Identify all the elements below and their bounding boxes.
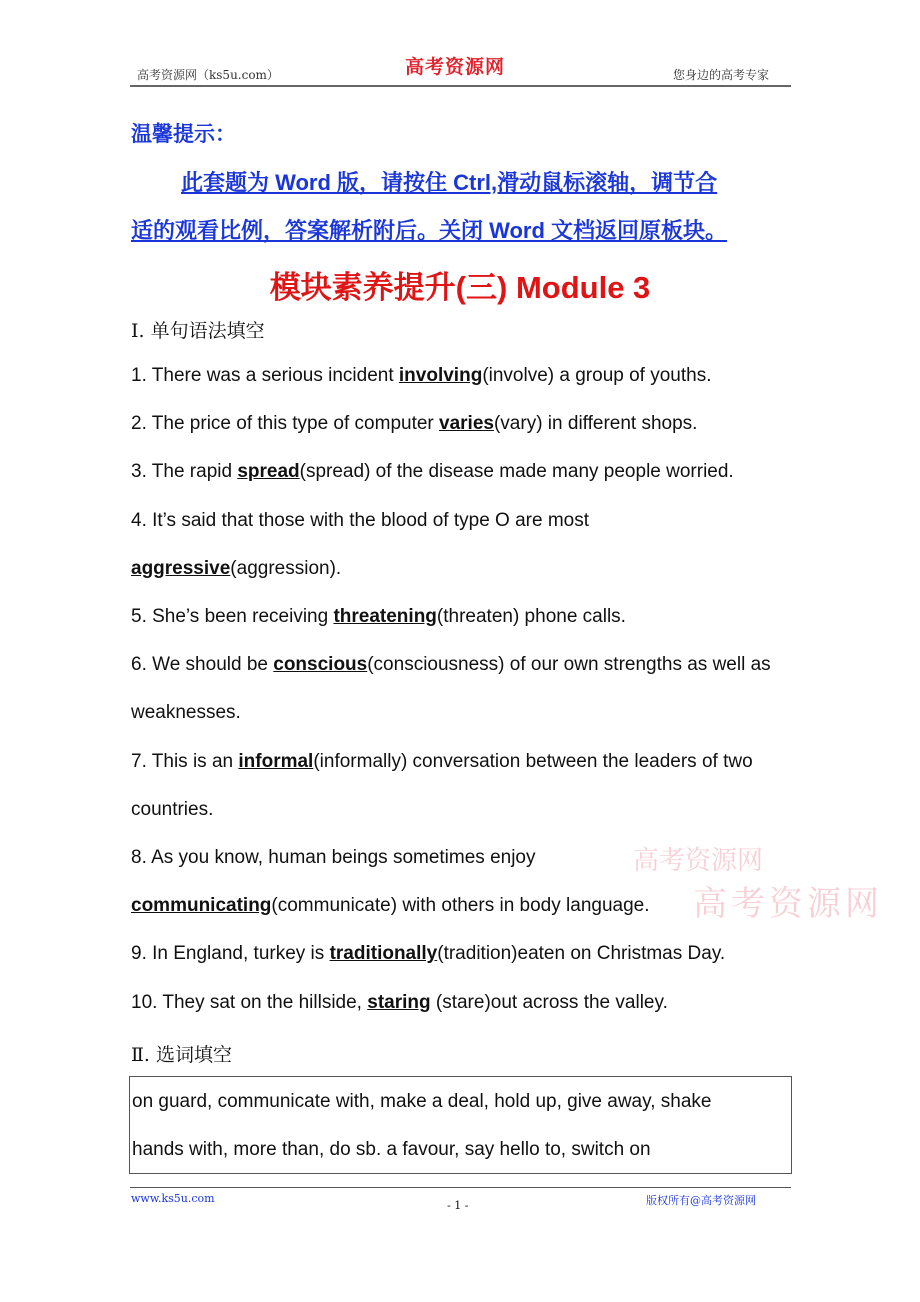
- answer: traditionally: [329, 943, 438, 965]
- line-text: 8. As you know, human beings sometimes enjoy: [131, 847, 536, 868]
- exercise-line: [131, 654, 771, 676]
- line-text: (threaten) phone calls.: [436, 606, 626, 627]
- header-right: 您身边的高考专家: [673, 68, 770, 82]
- exercise-line: [131, 413, 697, 435]
- section-heading-1: Ⅰ. 单句语法填空: [131, 320, 265, 342]
- exercise-line: [131, 461, 734, 483]
- line-text: 5. She’s been receiving: [131, 606, 334, 627]
- line-text: (involve) a group of youths.: [482, 365, 712, 386]
- exercise-line: [131, 992, 668, 1014]
- line-text: (vary) in different shops.: [493, 413, 698, 435]
- word-bank-line-1: on guard, communicate with, make a deal, hold up, give away, shake: [132, 1091, 712, 1112]
- line-text: (aggression).: [230, 557, 342, 579]
- answer: varies: [439, 413, 494, 435]
- exercise-line: [131, 702, 241, 724]
- line-text: countries.: [131, 798, 214, 820]
- watermark-2: 高考资源网: [693, 884, 883, 924]
- line-text: 10. They sat on the hillside,: [131, 991, 368, 1013]
- answer: informal: [238, 750, 314, 772]
- exercise-line: [131, 895, 650, 917]
- footer-right: 版权所有@高考资源网: [646, 1194, 756, 1207]
- answer: involving: [398, 365, 483, 386]
- line-text: (stare)out across the valley.: [430, 991, 668, 1013]
- watermark-1: 高考资源网: [633, 846, 764, 876]
- exercise-line: [131, 606, 626, 628]
- footer-rule: [130, 1187, 791, 1188]
- header-rule: [130, 85, 791, 87]
- answer: aggressive: [131, 557, 231, 579]
- exercise-line: [131, 751, 753, 773]
- tip-line-2: 适的观看比例，答案解析附后。关闭 Word 文档返回原板块。: [131, 218, 728, 243]
- line-text: (informally) conversation between the leaders of two: [313, 750, 753, 772]
- header-logo: 高考资源网: [405, 56, 506, 78]
- line-text: 2. The price of this type of computer: [131, 413, 440, 435]
- page-number: - 1 -: [447, 1199, 469, 1212]
- line-text: 7. This is an: [131, 750, 239, 772]
- line-text: 9. In England, turkey is: [131, 943, 330, 965]
- line-text: weaknesses.: [131, 702, 241, 724]
- line-text: (spread) of the disease made many people worried.: [299, 461, 734, 483]
- header-left: 高考资源网（ks5u.com）: [137, 68, 279, 82]
- exercise-line: [131, 510, 589, 532]
- line-text: (consciousness) of our own strengths as well as: [367, 654, 771, 676]
- exercise-line: [131, 799, 213, 821]
- line-text: 1. There was a serious incident: [131, 365, 399, 386]
- answer: threatening: [333, 606, 437, 627]
- exercise-line: [131, 943, 725, 965]
- section-heading-2: Ⅱ. 选词填空: [131, 1044, 232, 1066]
- exercise-line: [131, 847, 536, 869]
- line-text: 4. It’s said that those with the blood of type O are most: [131, 509, 590, 531]
- answer: staring: [367, 991, 431, 1013]
- tip-line-1: 此套题为 Word 版，请按住 Ctrl,滑动鼠标滚轴，调节合: [181, 170, 718, 195]
- page-title: 模块素养提升(三) Module 3: [269, 270, 651, 305]
- answer: conscious: [273, 654, 368, 676]
- tip-title: 温馨提示：: [131, 123, 236, 146]
- line-text: (tradition)eaten on Christmas Day.: [437, 943, 726, 965]
- answer: communicating: [131, 895, 272, 917]
- word-bank-box: [129, 1076, 792, 1174]
- exercise-line: [131, 558, 341, 580]
- exercise-line: [131, 365, 712, 387]
- line-text: (communicate) with others in body language.: [271, 895, 650, 917]
- footer-link[interactable]: www.ks5u.com: [131, 1192, 215, 1205]
- answer: spread: [237, 461, 300, 483]
- line-text: 6. We should be: [131, 654, 274, 676]
- line-text: 3. The rapid: [131, 461, 238, 483]
- word-bank-line-2: hands with, more than, do sb. a favour, say hello to, switch on: [132, 1139, 651, 1160]
